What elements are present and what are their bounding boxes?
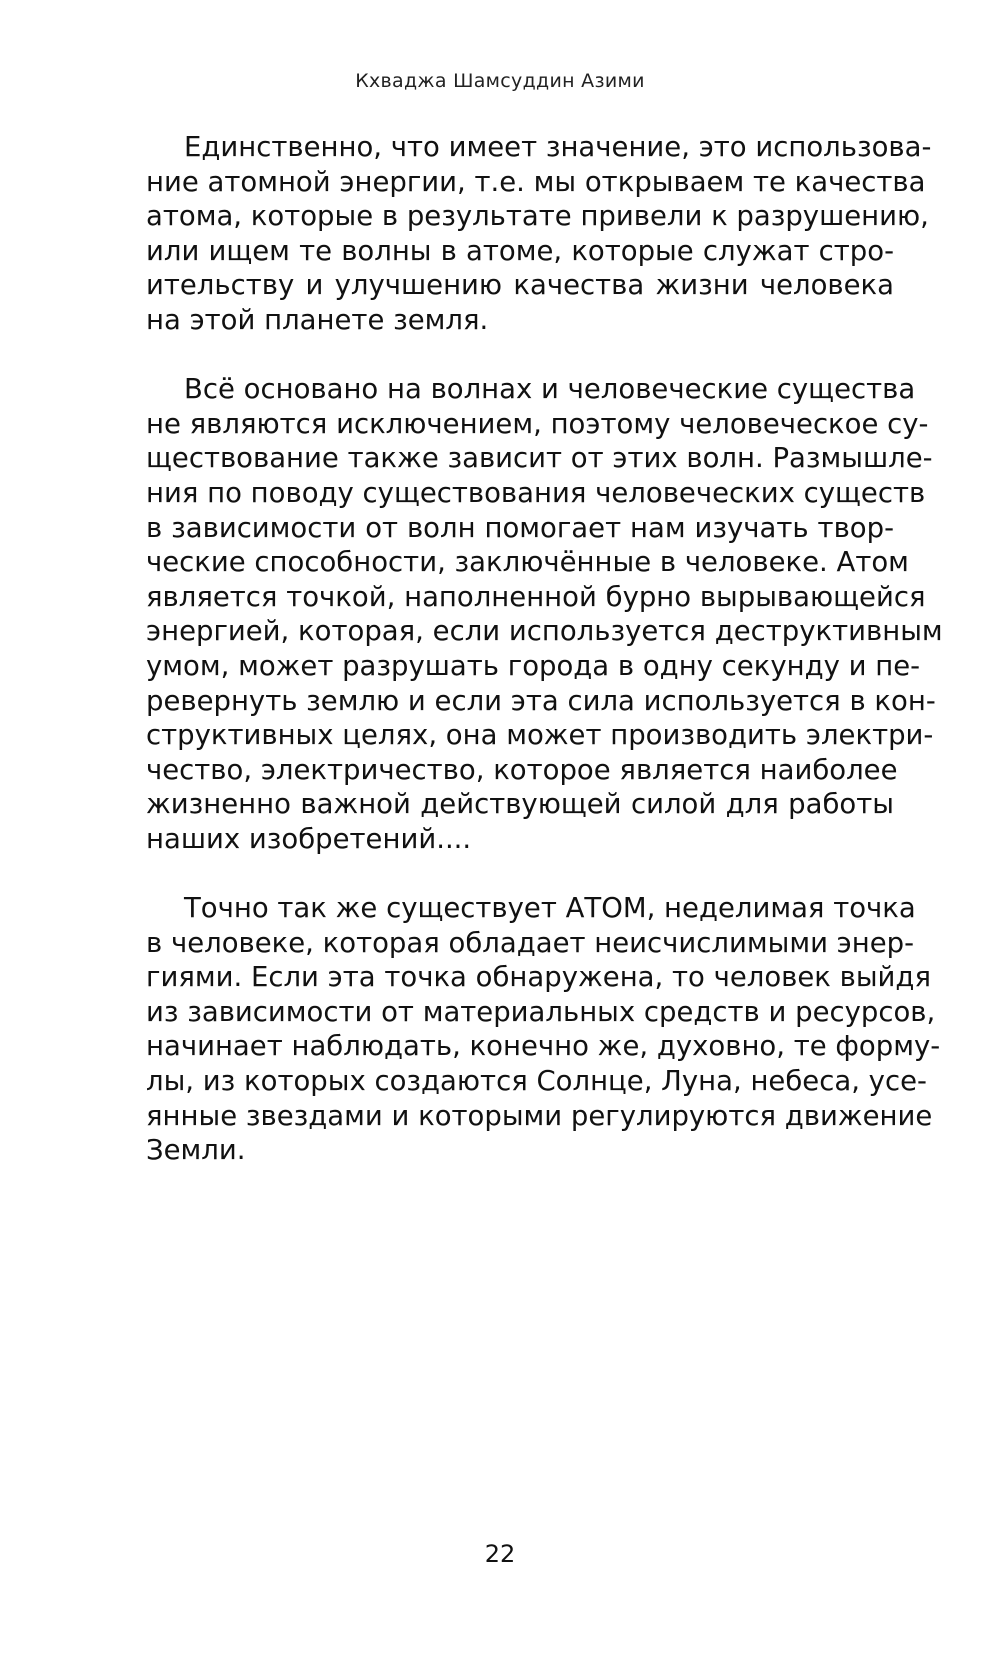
text-line: жизненно важной действующей силой для работы: [146, 788, 894, 821]
text-line: энергией, которая, если используется деструктивным: [146, 615, 943, 648]
text-line: является точкой, наполненной бурно вырывающейся: [146, 580, 926, 613]
text-line: Точно так же существует АТОМ, неделимая точка: [184, 892, 916, 925]
text-line: ния по поводу существования человеческих существ: [146, 476, 926, 509]
body-text: [146, 130, 943, 1168]
text-line: на этой планете земля.: [146, 303, 489, 336]
text-line: Единственно, что имеет значение, это использова-: [184, 131, 932, 163]
text-line: ществование также зависит от этих волн. Размышле-: [146, 442, 933, 475]
text-line: начинает наблюдать, конечно же, духовно, те форму-: [146, 1030, 941, 1063]
text-line: ительству и улучшению качества жизни человека: [146, 269, 894, 302]
paragraph-2: [146, 372, 943, 856]
text-line: янные звездами и которыми регулируются движение: [146, 1099, 933, 1132]
text-line: гиями. Если эта точка обнаружена, то человек выйдя: [146, 961, 931, 994]
text-line: ревернуть землю и если эта сила используется в кон-: [146, 684, 936, 717]
text-line: в зависимости от волн помогает нам изучать твор-: [146, 511, 894, 544]
text-line: наших изобретений....: [146, 822, 472, 855]
text-line: ческие способности, заключённые в человеке. Атом: [146, 546, 909, 579]
text-line: Земли.: [146, 1134, 246, 1167]
text-line: лы, из которых создаются Солнце, Луна, небеса, усе-: [146, 1065, 927, 1098]
running-header: Кхваджа Шамсуддин Азими: [355, 70, 645, 92]
text-line: или ищем те волны в атоме, которые служат стро-: [146, 234, 894, 267]
text-line: ние атомной энергии, т.е. мы открываем те качества: [146, 165, 926, 198]
text-line: атома, которые в результате привели к разрушению,: [146, 200, 929, 233]
text-line: структивных целях, она может производить электри-: [146, 719, 934, 752]
text-line: в человеке, которая обладает неисчислимыми энер-: [146, 926, 915, 959]
paragraph-3: [146, 891, 941, 1168]
text-line: не являются исключением, поэтому человеческое су-: [146, 407, 929, 440]
text-line: чество, электричество, которое является наиболее: [146, 753, 898, 786]
text-line: умом, может разрушать города в одну секунду и пе-: [146, 649, 921, 682]
page-number: 22: [484, 1540, 516, 1568]
text-line: из зависимости от материальных средств и ресурсов,: [146, 995, 936, 1028]
paragraph-1: [146, 130, 932, 338]
text-line: Всё основано на волнах и человеческие существа: [184, 373, 916, 406]
